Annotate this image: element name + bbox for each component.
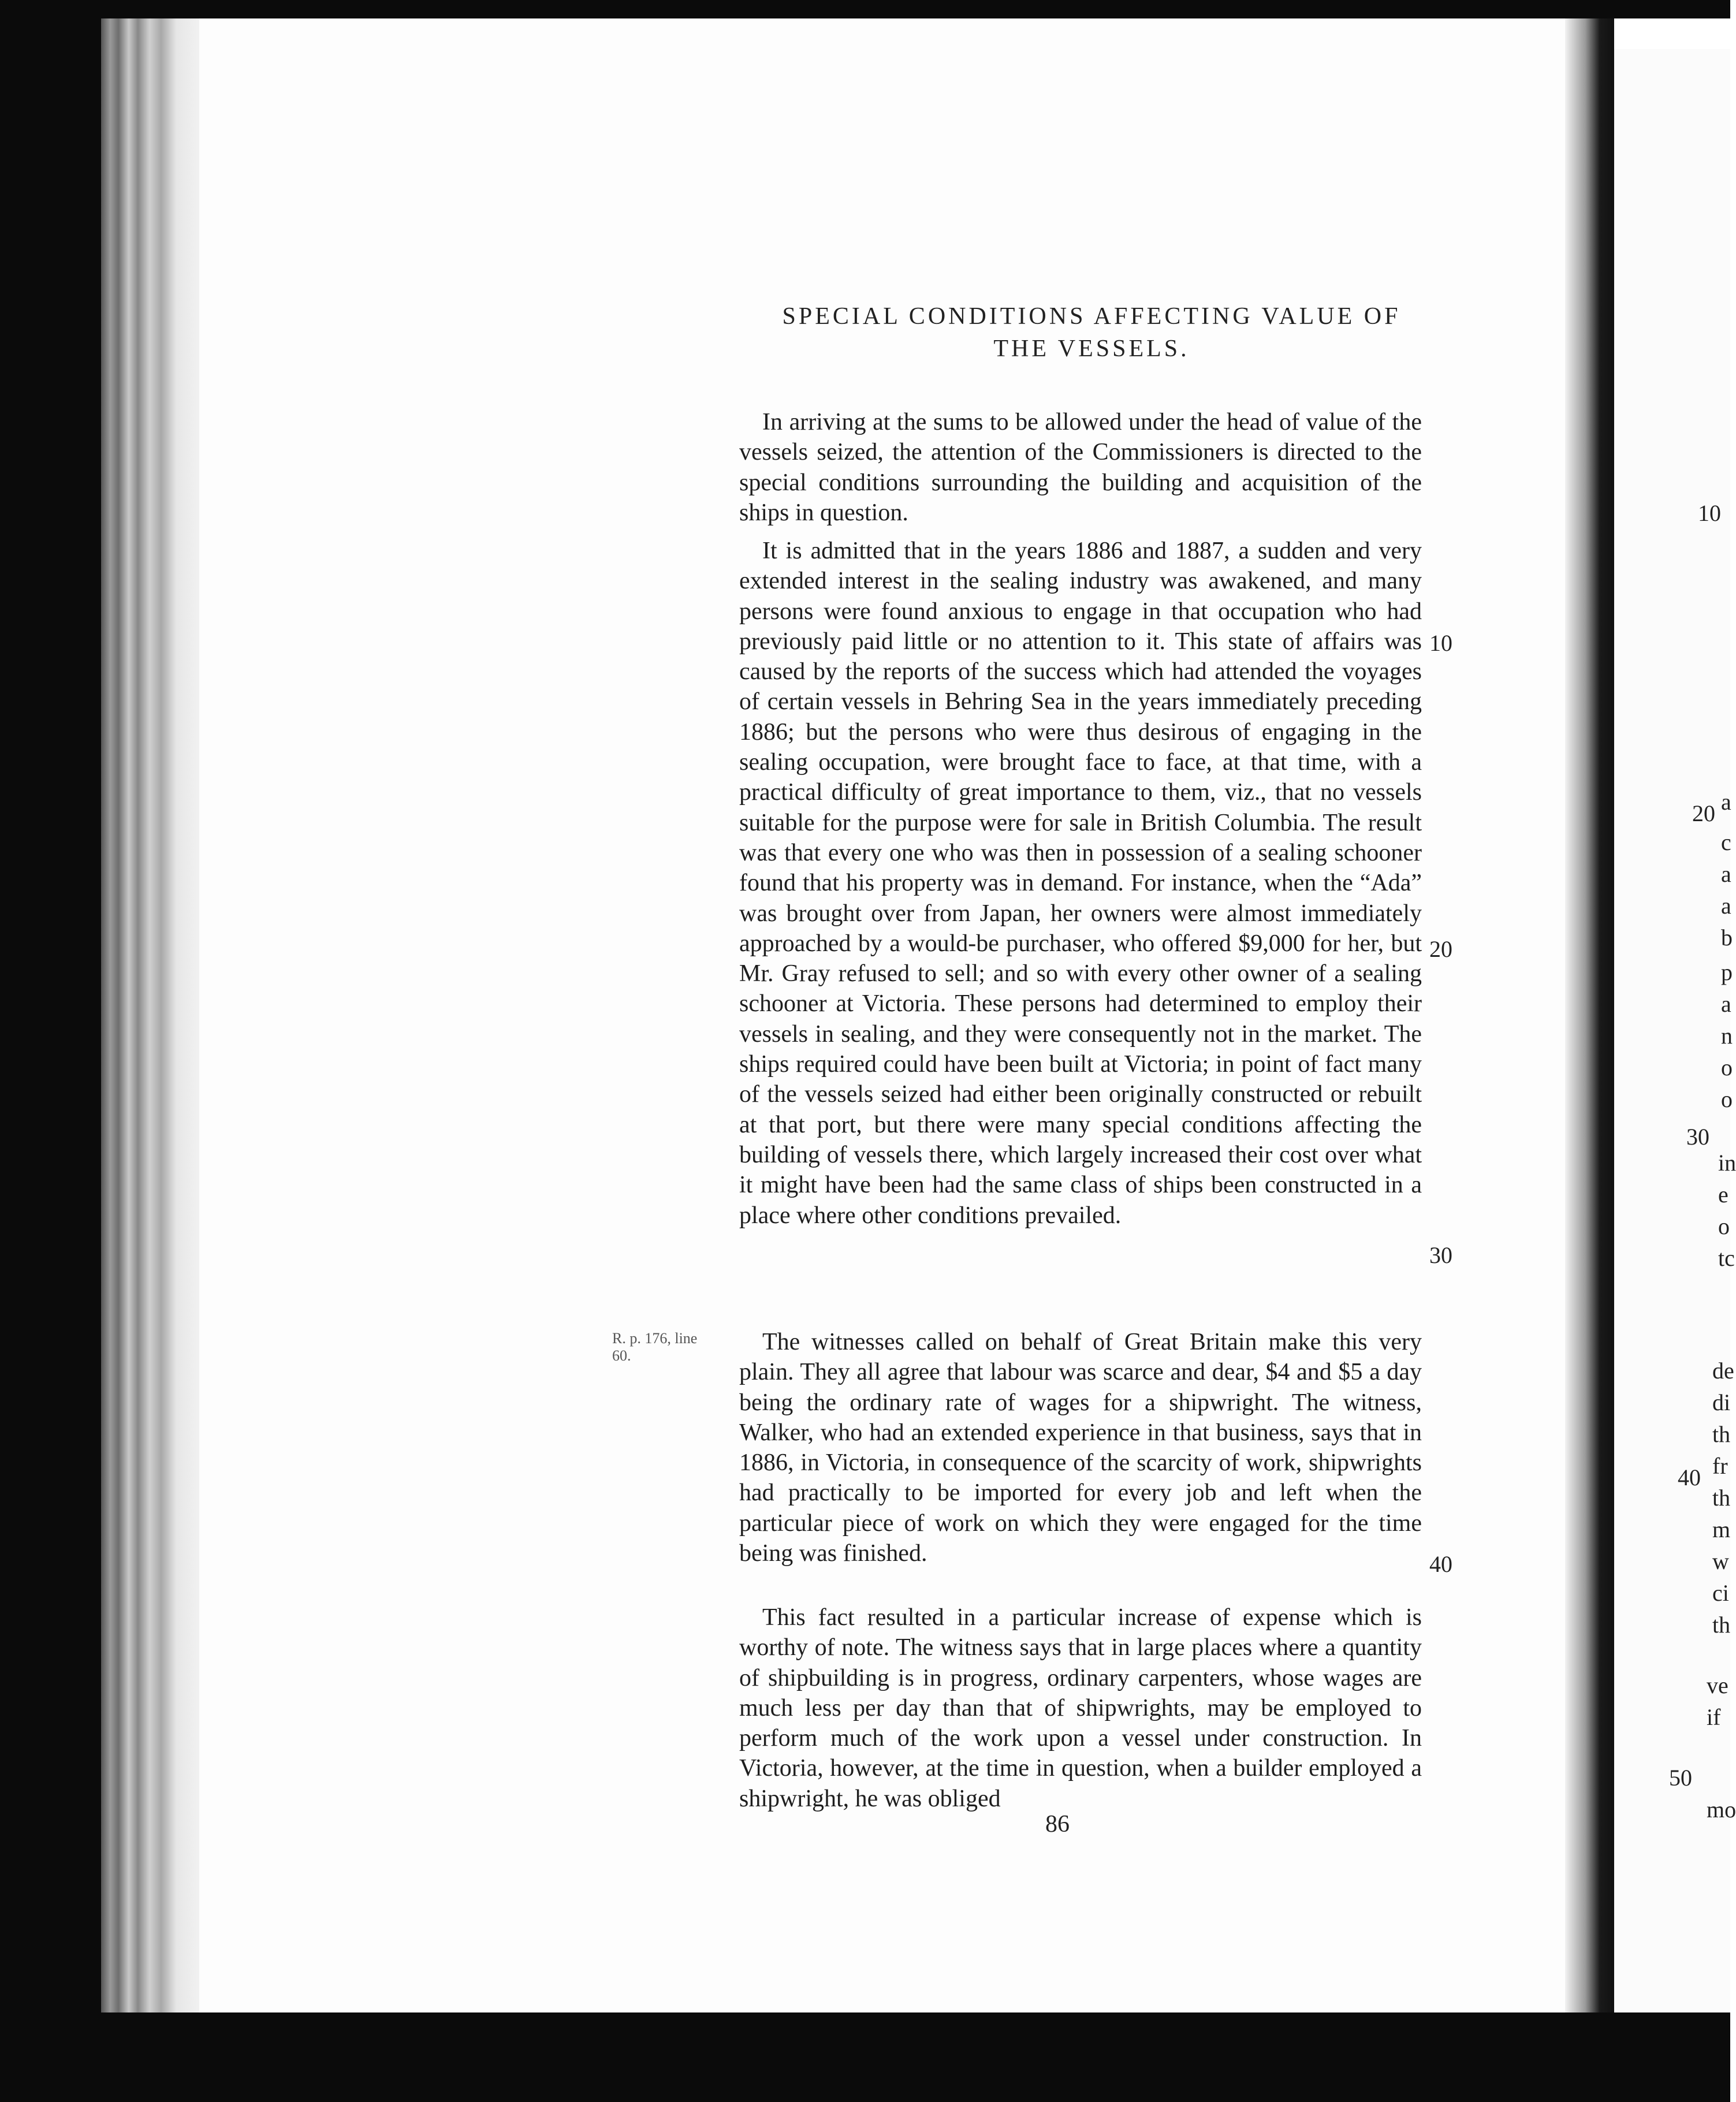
facing-line-number: 50 bbox=[1669, 1765, 1692, 1791]
facing-text-fragment: th bbox=[1712, 1485, 1731, 1511]
scan-border-bottom bbox=[0, 2012, 1730, 2102]
facing-text-fragment: o bbox=[1718, 1213, 1730, 1239]
body-paragraph: In arriving at the sums to be allowed under the head of value of the vessels seized, the attention of the Commissioners is directed to the special conditions surrounding the building and acquisition of the ships in question. bbox=[739, 409, 1422, 526]
facing-text-fragment: mo bbox=[1707, 1797, 1736, 1823]
facing-text-fragment: a bbox=[1721, 861, 1731, 887]
body-paragraph: This fact resulted in a particular increase of expense which is worthy of note. The witness says that in large places where a quantity of shipbuilding is in progress, ordinary carpenters, whose wages are much less per day than that of shipwrights, may be employed to perform much of the work upon a vessel under construction. In Victoria, however, at the time in question, when a builder employed a shipwright, he was obliged bbox=[739, 1604, 1422, 1812]
facing-text-fragment: b bbox=[1721, 925, 1733, 951]
facing-text-fragment: de bbox=[1712, 1358, 1734, 1384]
body-paragraph: The witnesses called on behalf of Great Britain make this very plain. They all agree that labour was scarce and dear, $4 and $5 a day being the ordinary rate of wages for a shipwright. The witness, Walker, who had an extended experience in that business, says that in 1886, in Victoria, in consequence of the scarcity of work, shipwrights had practically to be imported for every job and left when the particular piece of work on which they were engaged for the time being was finished. bbox=[739, 1329, 1422, 1567]
line-number: 20 bbox=[1429, 936, 1452, 962]
facing-text-fragment: th bbox=[1712, 1612, 1731, 1638]
facing-text-fragment: in bbox=[1718, 1150, 1736, 1176]
line-number: 10 bbox=[1429, 630, 1452, 656]
facing-line-number: 20 bbox=[1692, 800, 1715, 826]
facing-line-number: 10 bbox=[1698, 500, 1721, 526]
facing-text-fragment: p bbox=[1721, 959, 1733, 985]
facing-text-fragment: di bbox=[1712, 1389, 1731, 1415]
facing-text-fragment: c bbox=[1721, 829, 1731, 855]
facing-text-fragment: tc bbox=[1718, 1245, 1735, 1271]
facing-text-fragment: if bbox=[1707, 1704, 1721, 1730]
facing-text-fragment: ve bbox=[1707, 1672, 1728, 1698]
facing-text-fragment: a bbox=[1721, 789, 1731, 815]
facing-text-fragment: ci bbox=[1712, 1580, 1729, 1606]
heading-line: SPECIAL CONDITIONS AFFECTING VALUE OF bbox=[782, 303, 1401, 330]
facing-line-number: 30 bbox=[1686, 1124, 1709, 1150]
scan-border-left bbox=[0, 0, 101, 2102]
facing-line-number: 40 bbox=[1678, 1464, 1701, 1490]
facing-text-fragment: fr bbox=[1712, 1453, 1728, 1479]
facing-text-fragment: w bbox=[1712, 1548, 1729, 1574]
facing-page-fragment bbox=[1614, 49, 1736, 2012]
heading-line: THE VESSELS. bbox=[993, 336, 1190, 362]
facing-text-fragment: th bbox=[1712, 1421, 1731, 1447]
facing-text-fragment: o bbox=[1721, 1086, 1733, 1112]
body-paragraph: It is admitted that in the years 1886 and 1887, a sudden and very extended interest in the sealing industry was awakened, and many persons were found anxious to engage in that occupation who had previously paid little or no attention to it. This state of affairs was caused by the reports of the success which had attended the voyages of certain vessels in Behring Sea in the years immediately preceding 1886; but the persons who were thus desirous of engaging in the sealing occupation, were brought face to face, at that time, with a practical difficulty of great importance to them, viz., that no vessels suitable for the purpose were for sale in British Columbia. The result was that every one who was then in possession of a sealing schooner found that his property was in demand. For instance, when the “Ada” was brought over from Japan, her owners were almost immediately approached by a would-be purchaser, who offered $9,000 for her, but Mr. Gray refused to sell; and so with every other owner of a sealing schooner at Victoria. These persons had determined to employ their vessels in sealing, and they were consequently not in the market. The ships required could have been built at Victoria; in point of fact many of the vessels seized had either been originally constructed or rebuilt at that port, but there were many special conditions affecting the building of vessels there, which largely increased their cost over what it might have been had the same class of ships been constructed in a place where other conditions prevailed. bbox=[739, 538, 1422, 1229]
section-heading bbox=[751, 300, 1432, 365]
facing-text-fragment: a bbox=[1721, 991, 1731, 1017]
facing-text-fragment: o bbox=[1721, 1054, 1733, 1080]
facing-text-fragment: e bbox=[1718, 1182, 1728, 1207]
scan-border-top bbox=[101, 0, 1730, 18]
book-binding-edge bbox=[101, 0, 205, 2079]
line-number: 40 bbox=[1429, 1551, 1452, 1577]
page-gutter bbox=[1565, 18, 1614, 2012]
page-number: 86 bbox=[1045, 1811, 1070, 1838]
facing-text-fragment: m bbox=[1712, 1516, 1731, 1542]
line-number: 30 bbox=[1429, 1242, 1452, 1268]
margin-reference: R. p. 176, line 60. bbox=[612, 1330, 698, 1364]
facing-text-fragment: a bbox=[1721, 893, 1731, 919]
facing-text-fragment: n bbox=[1721, 1023, 1733, 1049]
